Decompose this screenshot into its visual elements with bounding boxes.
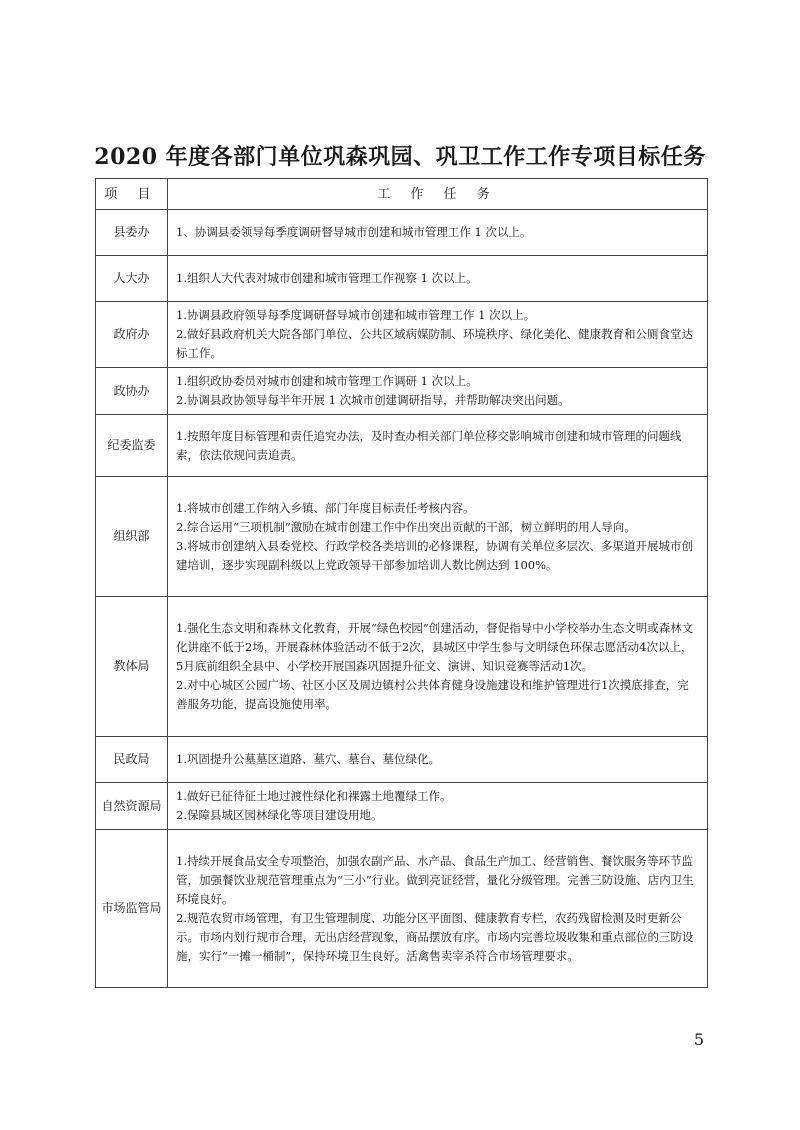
document-title: 2020 年度各部门单位巩森巩园、巩卫工作工作专项目标任务 [94,144,706,170]
page-number: 5 [693,1030,704,1049]
task-cell [168,302,708,368]
task-item: 1.组织政协委员对城市创建和城市管理工作调研 1 次以上。 [176,374,478,388]
task-item: 1.巩固提升公墓墓区道路、墓穴、墓台、墓位绿化。 [176,752,440,766]
task-cell [168,737,708,783]
task-cell [168,368,708,415]
task-item: 2.规范农贸市场管理，有卫生管理制度、功能分区平面图、健康教育专栏，农药残留检测及时更新公示。市场内划行规市合理，无出店经营现象，商品摆放有序。市场内完善垃圾收集和重点部位的三防设施，实行“一摊一桶制”，保持环境卫生良好。活禽售卖宰杀符合市场管理要求。 [176,910,694,963]
table-row [96,415,708,477]
department-cell: 组织部 [96,477,168,597]
task-cell [168,210,708,256]
department-cell: 政协办 [96,368,168,415]
table-header-row [96,179,708,210]
task-item: 1.协调县政府领导每季度调研督导城市创建和城市管理工作 1 次以上。 [176,308,536,322]
table-row [96,783,708,830]
task-table [95,178,708,988]
task-item: 2.对中心城区公园广场、社区小区及周边镇村公共体育健身设施建设和维护管理进行1次摸底排查，完善服务功能，提高设施使用率。 [176,678,689,711]
task-item: 1.组织人大代表对城市创建和城市管理工作视察 1 次以上。 [176,271,478,285]
table-row [96,368,708,415]
task-item: 1.将城市创建工作纳入乡镇、部门年度目标责任考核内容。 [176,500,475,515]
task-item: 1.强化生态文明和森林文化教育，开展“绿色校园”创建活动，督促指导中小学校举办生态文明或森林文化讲座不低于2场，开展森林体验活动不低于2次，县城区中学生参与文明绿色环保志愿活动4次以上，5月底前组织全县中、小学校开展国森巩固提升征文、演讲、知识竞赛等活动1次。 [176,621,694,673]
task-cell [168,830,708,988]
table-row [96,256,708,302]
task-item: 1.持续开展食品安全专项整治，加强农副产品、水产品、食品生产加工、经营销售、餐饮服务等环节监管，加强餐饮业规范管理重点为“三小”行业。做到亮证经营，量化分级管理。完善三防设施、店内卫生环境良好。 [176,853,694,906]
task-item: 1.按照年度目标管理和责任追究办法，及时查办相关部门单位移交影响城市创建和城市管理的问题线索，依法依规问责追责。 [176,428,682,462]
task-cell [168,783,708,830]
table-row [96,302,708,368]
department-cell: 民政局 [96,737,168,783]
header-item: 项 目 [96,179,168,210]
task-cell [168,415,708,477]
task-cell [168,256,708,302]
header-task: 工 作 任 务 [168,179,708,210]
department-cell: 县委办 [96,210,168,256]
department-cell: 政府办 [96,302,168,368]
department-cell: 纪委监委 [96,415,168,477]
table-row [96,597,708,737]
table-row [96,477,708,597]
table-row [96,737,708,783]
task-cell [168,597,708,737]
table-row [96,830,708,988]
department-cell: 市场监管局 [96,830,168,988]
task-item: 1、协调县委领导每季度调研督导城市创建和城市管理工作 1 次以上。 [176,225,532,239]
task-cell [168,477,708,597]
task-item: 2.保障县城区园林绿化等项目建设用地。 [176,808,383,822]
table-body [96,210,708,988]
task-item: 3.将城市创建纳入县委党校、行政学校各类培训的必修课程，协调有关单位多层次、多渠道开展城市创建培训，逐步实现副科级以上党政领导干部参加培训人数比例达到 100%。 [176,538,693,572]
task-item: 2.做好县政府机关大院各部门单位、公共区域病媒防制、环境秩序、绿化美化、健康教育和公厕食堂达标工作。 [176,327,693,360]
department-cell: 自然资源局 [96,783,168,830]
task-item: 1.做好已征待征土地过渡性绿化和裸露土地覆绿工作。 [176,789,452,803]
table-row [96,210,708,256]
department-cell: 人大办 [96,256,168,302]
task-item: 2.协调县政协领导每半年开展 1 次城市创建调研指导，并帮助解决突出问题。 [176,393,570,407]
department-cell: 教体局 [96,597,168,737]
task-item: 2.综合运用“三项机制”激励在城市创建工作中作出突出贡献的干部，树立鲜明的用人导向。 [176,519,636,534]
